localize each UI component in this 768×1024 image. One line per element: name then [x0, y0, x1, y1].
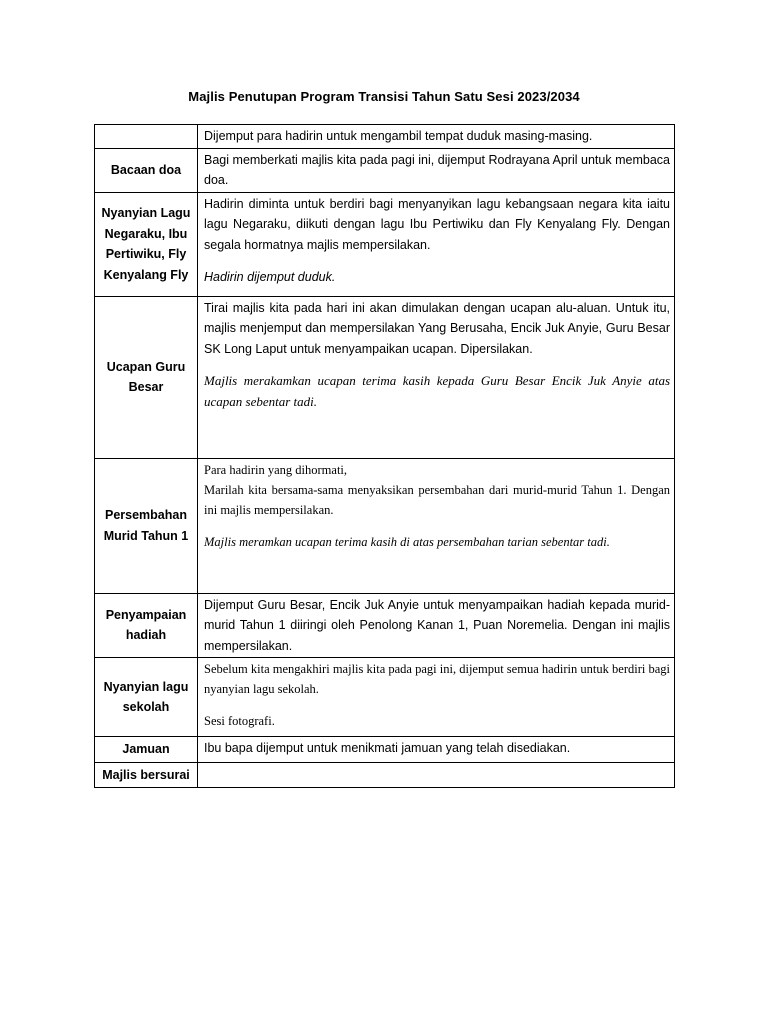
paragraph: Dijemput para hadirin untuk mengambil tempat duduk masing-masing. [204, 129, 593, 143]
paragraph: Majlis meramkan ucapan terima kasih di atas persembahan tarian sebentar tadi. [204, 534, 610, 549]
paragraph: Hadirin diminta untuk berdiri bagi menyanyikan lagu kebangsaan negara kita iaitu lagu Negaraku, diikuti dengan lagu Ibu Pertiwiku dan Fly Kenyalang Fly. Dengan segala hormatnya majlis mempersilakan. [204, 196, 670, 252]
row-label: Nyanyian lagu sekolah [95, 658, 198, 737]
page-title: Majlis Penutupan Program Transisi Tahun Satu Sesi 2023/2034 [188, 89, 580, 104]
table-row [95, 737, 675, 763]
row-content [198, 192, 675, 296]
row-label: Persembahan Murid Tahun 1 [95, 458, 198, 593]
table-row [95, 296, 675, 458]
paragraph: Sesi fotografi. [204, 714, 275, 728]
table-row [95, 125, 675, 149]
paragraph: Hadirin dijemput duduk. [204, 270, 336, 284]
spacer [204, 520, 670, 532]
row-content [198, 458, 675, 593]
spacer [204, 699, 670, 711]
table-row [95, 148, 675, 192]
table-row [95, 192, 675, 296]
paragraph: Ibu bapa dijemput untuk menikmati jamuan yang telah disediakan. [204, 741, 571, 755]
paragraph: Majlis merakamkan ucapan terima kasih kepada Guru Besar Encik Juk Anyie atas ucapan sebentar tadi. [204, 373, 670, 409]
paragraph: Para hadirin yang dihormati, [204, 462, 348, 477]
paragraph: Bagi memberkati majlis kita pada pagi ini, dijemput Rodrayana April untuk membaca doa. [204, 152, 670, 187]
row-content [198, 658, 675, 737]
row-content [198, 148, 675, 192]
paragraph: Marilah kita bersama-sama menyaksikan persembahan dari murid-murid Tahun 1. Dengan ini majlis mempersilakan. [204, 482, 670, 517]
table-row [95, 593, 675, 658]
paragraph: Tirai majlis kita pada hari ini akan dimulakan dengan ucapan alu-aluan. Untuk itu, majlis menjemput dan mempersilakan Yang Berusaha, Encik Juk Anyie, Guru Besar SK Long Laput untuk menyampaikan ucapan. Dipersilakan. [204, 300, 670, 356]
paragraph: Dijemput Guru Besar, Encik Juk Anyie untuk menyampaikan hadiah kepada murid-murid Tahun 1 diiringi oleh Penolong Kanan 1, Puan Noremelia. Dengan ini majlis mempersilakan. [204, 597, 670, 653]
row-label: Penyampaian hadiah [95, 593, 198, 658]
table-row [95, 658, 675, 737]
row-label [95, 125, 198, 149]
row-label: Bacaan doa [95, 148, 198, 192]
row-label: Nyanyian Lagu Negaraku, Ibu Pertiwiku, Fly Kenyalang Fly [95, 192, 198, 296]
row-content [198, 762, 675, 788]
row-content [198, 737, 675, 763]
table-row [95, 458, 675, 593]
table-row [95, 762, 675, 788]
row-label: Ucapan Guru Besar [95, 296, 198, 458]
row-content [198, 593, 675, 658]
row-content [198, 296, 675, 458]
row-content [198, 125, 675, 149]
program-table [94, 124, 675, 788]
spacer [204, 359, 670, 371]
row-label: Majlis bersurai [95, 762, 198, 788]
row-label: Jamuan [95, 737, 198, 763]
paragraph: Sebelum kita mengakhiri majlis kita pada pagi ini, dijemput semua hadirin untuk berdiri bagi nyanyian lagu sekolah. [204, 662, 670, 696]
spacer [204, 255, 670, 267]
